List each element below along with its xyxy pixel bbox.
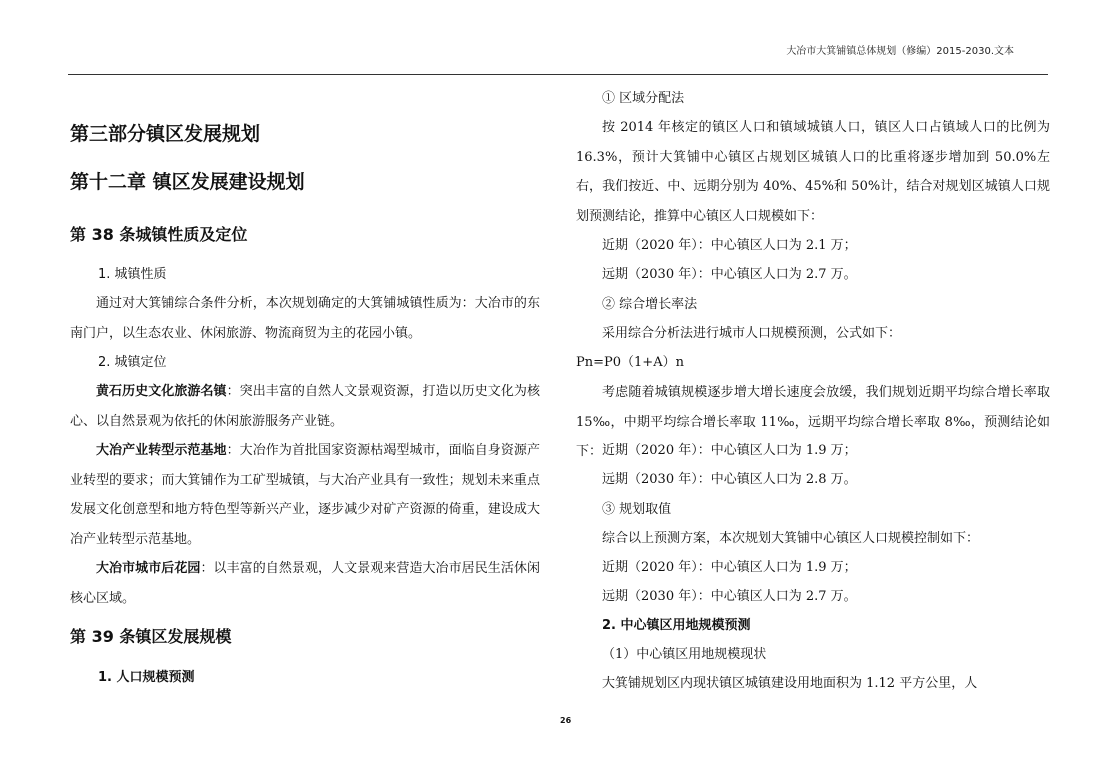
positioning-tourism — [70, 377, 540, 436]
result-3-near: 近期（2020 年）：中心镇区人口为 1.9 万； — [602, 560, 857, 575]
running-header: 大冶市大箕铺镇总体规划（修编）2015-2030.文本 — [786, 46, 1014, 57]
planning-value-intro: 综合以上预测方案，本次规划大箕铺中心镇区人口规模控制如下： — [602, 531, 980, 546]
growth-rate-intro: 采用综合分析法进行城市人口规模预测，公式如下： — [602, 326, 902, 341]
article-39-title: 第 39 条镇区发展规模 — [70, 627, 232, 646]
positioning-garden-text: ：以丰富的自然景观，人文景观来营造大冶市居民生活休闲核心区域。 — [70, 561, 540, 606]
positioning-garden — [70, 554, 540, 613]
chapter-title: 第十二章 镇区发展建设规划 — [70, 171, 305, 193]
page-number: 26 — [560, 716, 572, 725]
positioning-industry-label: 大冶产业转型示范基地 — [96, 443, 227, 458]
result-1-far: 远期（2030 年）：中心镇区人口为 2.7 万。 — [602, 267, 857, 282]
result-3-far: 远期（2030 年）：中心镇区人口为 2.7 万。 — [602, 589, 857, 604]
subsection-land-use-current: （1）中心镇区用地规模现状 — [602, 647, 767, 662]
result-1-near: 近期（2020 年）：中心镇区人口为 2.1 万； — [602, 238, 857, 253]
subsection-nature: 1. 城镇性质 — [98, 267, 167, 282]
method-regional-allocation: ① 区域分配法 — [602, 91, 685, 106]
header-divider — [68, 74, 1048, 75]
subsection-positioning: 2. 城镇定位 — [98, 355, 167, 370]
growth-formula: Pn=P0（1+A）n — [576, 355, 684, 370]
regional-allocation-paragraph: 按 2014 年核定的镇区人口和镇域城镇人口，镇区人口占镇域人口的比例为16.3%，预计大箕铺中心镇区占规划区城镇人口的比重将逐步增加到 50.0%左右，我们按近、中、远期分别为 40%、45%和 50%计，结合对规划区城镇人口规划预测结论，推算中心镇区人口规模如下： — [576, 120, 1050, 224]
subsection-land-use: 2. 中心镇区用地规模预测 — [602, 618, 751, 633]
subsection-population: 1. 人口规模预测 — [98, 670, 195, 685]
growth-rate-paragraph: 考虑随着城镇规模逐步增大增长速度会放缓，我们规划近期平均综合增长率取 15‰，中期平均综合增长率取 11‰，远期平均综合增长率取 8‰，预测结论如下： — [576, 385, 1050, 459]
result-2-far: 远期（2030 年）：中心镇区人口为 2.8 万。 — [602, 472, 857, 487]
part-title: 第三部分镇区发展规划 — [70, 123, 261, 145]
positioning-tourism-label: 黄石历史文化旅游名镇 — [96, 384, 227, 399]
positioning-garden-label: 大冶市城市后花园 — [96, 561, 201, 576]
result-2-near: 近期（2020 年）：中心镇区人口为 1.9 万； — [602, 443, 857, 458]
positioning-industry-text: ：大冶作为首批国家资源枯竭型城市，面临自身资源产业转型的要求；而大箕铺作为工矿型城镇，与大冶产业具有一致性；规划未来重点发展文化创意型和地方特色型等新兴产业，逐步减少对矿产资源的倚重，建设成大冶产业转型示范基地。 — [70, 443, 540, 547]
method-planning-value: ③ 规划取值 — [602, 502, 672, 517]
article-38-title: 第 38 条城镇性质及定位 — [70, 225, 248, 244]
land-use-paragraph: 大箕铺规划区内现状镇区城镇建设用地面积为 1.12 平方公里，人 — [602, 676, 978, 691]
positioning-tourism-text: ：突出丰富的自然人文景观资源，打造以历史文化为核心、以自然景观为依托的休闲旅游服务产业链。 — [70, 384, 540, 429]
method-growth-rate: ② 综合增长率法 — [602, 297, 698, 312]
positioning-industry — [70, 436, 540, 554]
nature-paragraph: 通过对大箕铺综合条件分析，本次规划确定的大箕铺城镇性质为：大冶市的东南门户，以生态农业、休闲旅游、物流商贸为主的花园小镇。 — [70, 296, 540, 341]
